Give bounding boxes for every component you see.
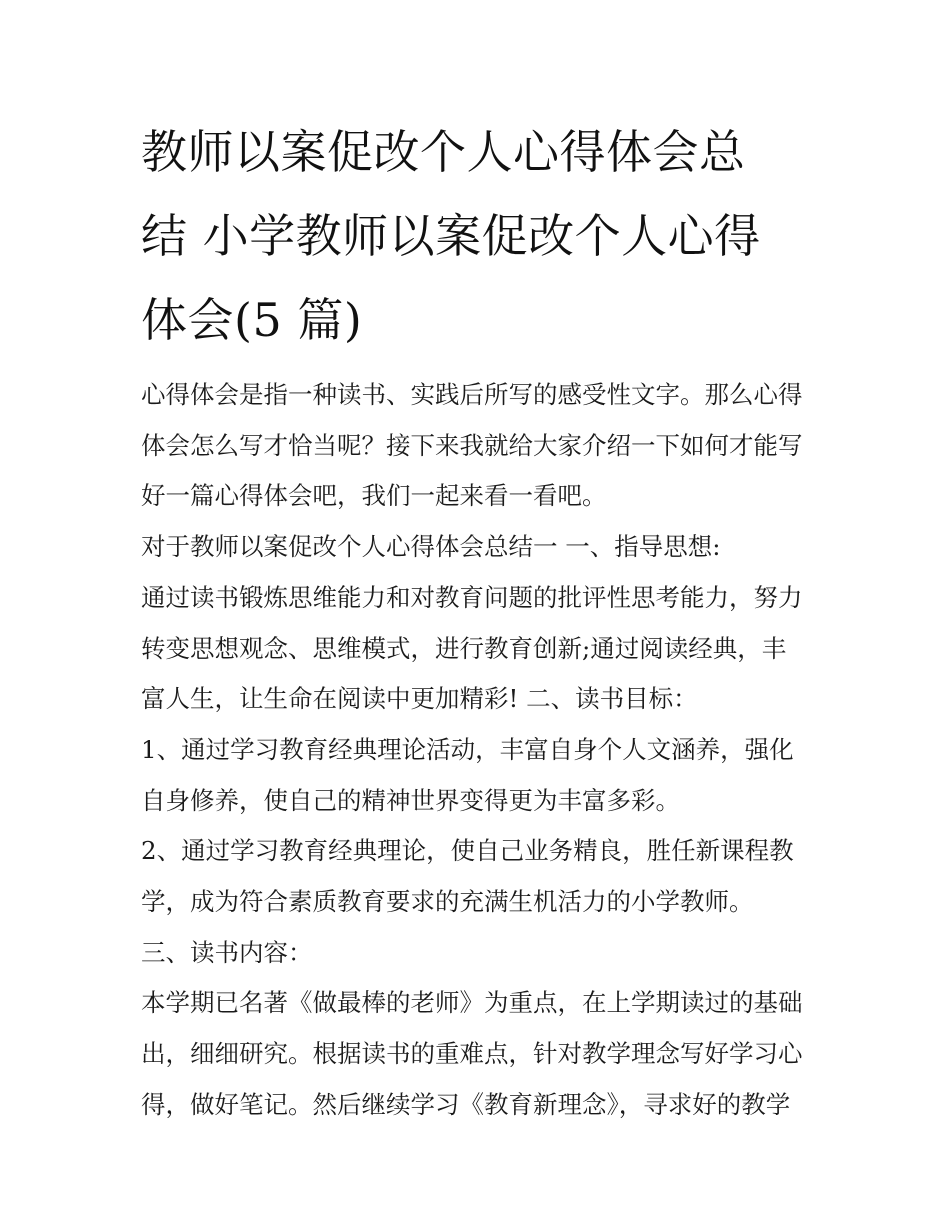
document-page bbox=[141, 110, 821, 1131]
list-item-2-cont: 学，成为符合素质教育要求的充满生机活力的小学教师。 bbox=[141, 887, 754, 917]
intro-line: 体会怎么写才恰当呢？接下来我就给大家介绍一下如何才能写 bbox=[141, 430, 803, 460]
paragraph-line: 富人生，让生命在阅读中更加精彩! 二、读书目标： bbox=[141, 684, 698, 714]
list-item-1-cont: 自身修养，使自己的精神世界变得更为丰富多彩。 bbox=[141, 785, 680, 815]
paragraph-line: 得，做好笔记。然后继续学习《教育新理念》，寻求好的教学 bbox=[141, 1089, 791, 1119]
document-title bbox=[141, 110, 821, 362]
title-line: 教师以案促改个人心得体会总 bbox=[141, 125, 746, 179]
intro-line: 好一篇心得体会吧，我们一起来看一看吧。 bbox=[141, 481, 607, 511]
paragraph-line: 本学期已名著《做最棒的老师》为重点，在上学期读过的基础 bbox=[141, 988, 803, 1018]
list-item-1: 1、通过学习教育经典理论活动，丰富自身个人文涵养，强化 bbox=[141, 734, 794, 764]
document-body bbox=[141, 370, 821, 1131]
section-heading-guiding-ideology: 对于教师以案促改个人心得体会总结一 一、指导思想: bbox=[141, 532, 721, 562]
paragraph-line: 通过读书锻炼思维能力和对教育问题的批评性思考能力，努力 bbox=[141, 582, 803, 612]
paragraph-line: 转变思想观念、思维模式，进行教育创新;通过阅读经典，丰 bbox=[141, 633, 787, 663]
title-line: 体会(5 篇) bbox=[141, 293, 363, 347]
section-heading-reading-content: 三、读书内容： bbox=[141, 937, 313, 967]
title-line: 结 小学教师以案促改个人心得 bbox=[141, 209, 761, 263]
intro-line: 心得体会是指一种读书、实践后所写的感受性文字。那么心得 bbox=[141, 380, 803, 409]
paragraph-line: 出，细细研究。根据读书的重难点，针对教学理念写好学习心 bbox=[141, 1039, 803, 1069]
list-item-2: 2、通过学习教育经典理论，使自己业务精良，胜任新课程教 bbox=[141, 836, 794, 866]
